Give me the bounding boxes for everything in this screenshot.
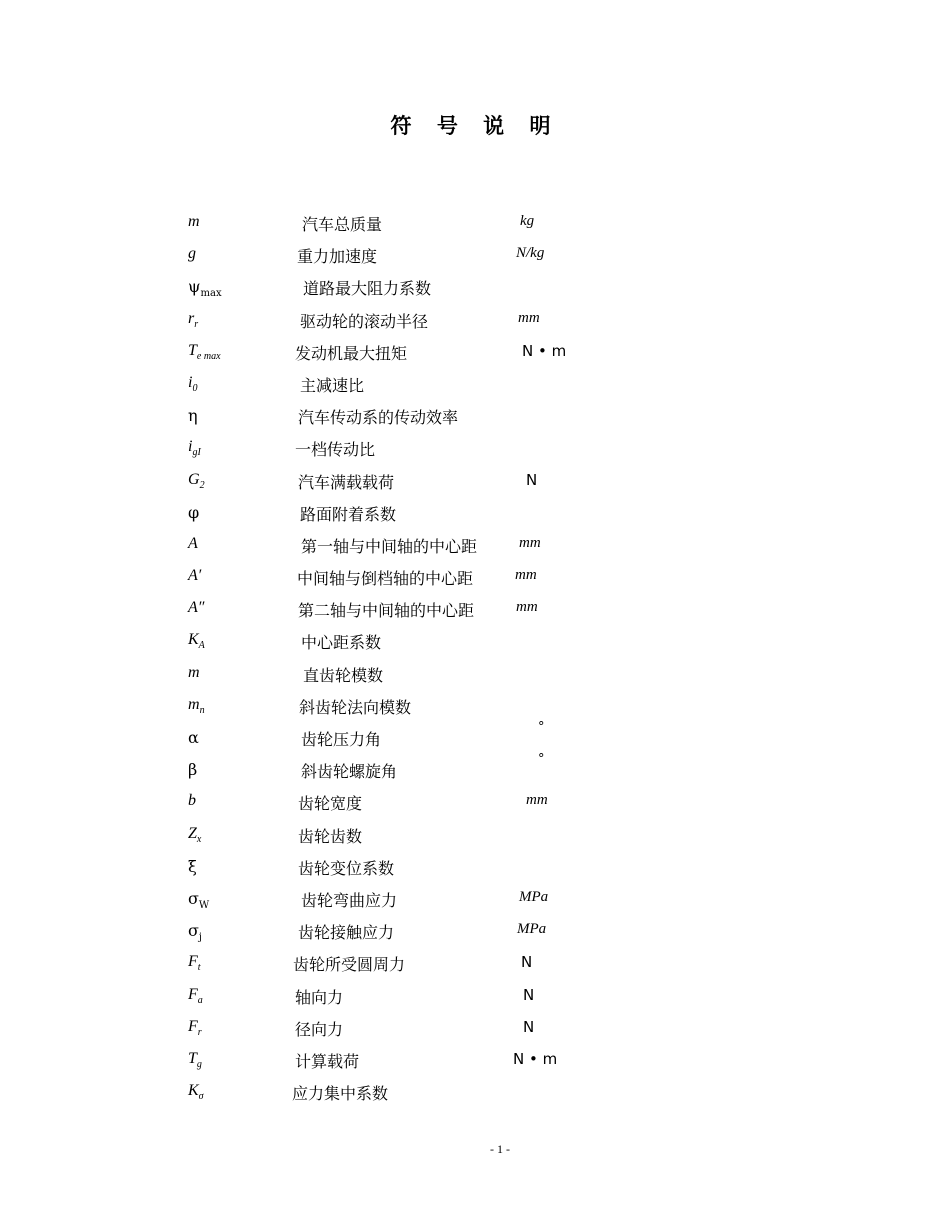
symbol-main: i bbox=[188, 438, 193, 456]
symbol-row bbox=[0, 1044, 950, 1076]
symbol-subscript: n bbox=[199, 704, 205, 716]
symbol bbox=[188, 310, 198, 328]
symbol bbox=[188, 986, 203, 1004]
symbol bbox=[188, 374, 197, 392]
symbol-row bbox=[0, 561, 950, 593]
symbol-main: β bbox=[188, 760, 198, 780]
symbol-row bbox=[0, 980, 950, 1012]
symbol bbox=[188, 631, 205, 652]
symbol-main: T bbox=[188, 1049, 197, 1067]
symbol-unit: kg bbox=[520, 213, 535, 229]
symbol-unit: N/kg bbox=[516, 245, 545, 262]
symbol-description: 中间轴与倒档轴的中心距 bbox=[297, 569, 474, 589]
symbol-main: σ bbox=[188, 921, 199, 941]
symbol-row bbox=[0, 465, 950, 497]
symbol-subscript: gI bbox=[192, 447, 201, 459]
symbol-main: ψ bbox=[188, 277, 201, 297]
symbol-row bbox=[0, 819, 950, 851]
symbol-main: G bbox=[188, 470, 200, 488]
symbol-main: F bbox=[188, 985, 198, 1003]
symbol-row bbox=[0, 722, 950, 754]
symbol-unit: mm bbox=[515, 567, 537, 584]
symbol-unit: N bbox=[526, 470, 538, 489]
symbol-description: 斜齿轮螺旋角 bbox=[301, 762, 398, 782]
symbol-subscript: g bbox=[196, 1058, 202, 1070]
symbol-unit: MPa bbox=[517, 921, 547, 938]
symbol-main: b bbox=[188, 792, 196, 810]
symbol-description: 计算载荷 bbox=[295, 1051, 360, 1071]
symbol-main: m bbox=[188, 213, 200, 230]
symbol-main: m bbox=[188, 695, 200, 713]
symbol-row bbox=[0, 754, 950, 786]
symbol-unit: N bbox=[523, 1017, 535, 1036]
symbol-row bbox=[0, 497, 950, 529]
symbol-subscript: 0 bbox=[192, 382, 198, 394]
symbol-main: r bbox=[188, 309, 195, 327]
symbol bbox=[188, 696, 205, 714]
symbol bbox=[188, 245, 196, 263]
symbol-main: α bbox=[188, 728, 199, 747]
symbol-description: 发动机最大扭矩 bbox=[295, 343, 408, 363]
symbol bbox=[188, 277, 222, 300]
symbol bbox=[188, 1050, 202, 1068]
symbol-unit: N • m bbox=[522, 341, 567, 360]
symbol-row bbox=[0, 1012, 950, 1044]
symbol-row bbox=[0, 947, 950, 979]
symbol-description: 斜齿轮法向模数 bbox=[299, 697, 412, 717]
symbol-subscript: r bbox=[197, 1026, 202, 1038]
symbol-description: 重力加速度 bbox=[297, 247, 378, 267]
symbol bbox=[188, 760, 197, 779]
symbol-main: Z bbox=[188, 824, 197, 842]
symbol-description: 齿轮宽度 bbox=[298, 794, 363, 814]
symbol-subscript: max bbox=[200, 288, 222, 300]
symbol-main: φ bbox=[188, 502, 200, 522]
symbol-main: A″ bbox=[188, 599, 205, 617]
symbol-subscript: A bbox=[198, 640, 205, 652]
symbol bbox=[188, 825, 201, 843]
symbol-main: K bbox=[188, 1082, 199, 1100]
symbol-row bbox=[0, 690, 950, 722]
symbol-subscript: x bbox=[196, 833, 202, 845]
symbol-subscript: W bbox=[198, 899, 210, 911]
symbol bbox=[188, 728, 199, 747]
symbol-main: ξ bbox=[188, 856, 197, 876]
symbol-subscript: t bbox=[197, 962, 201, 974]
symbol-list bbox=[0, 207, 950, 1108]
symbol bbox=[188, 406, 198, 425]
symbol-unit: ° bbox=[538, 752, 545, 768]
symbol bbox=[188, 342, 221, 360]
symbol-row bbox=[0, 239, 950, 271]
symbol bbox=[188, 953, 201, 974]
symbol-unit: MPa bbox=[519, 888, 549, 905]
symbol-main: g bbox=[188, 245, 196, 263]
symbol-unit: N bbox=[521, 953, 533, 972]
symbol bbox=[188, 471, 205, 489]
page-number: - 1 - bbox=[490, 1142, 510, 1156]
symbol-subscript: a bbox=[197, 994, 203, 1006]
symbol-main: F bbox=[188, 953, 198, 971]
symbol-description: 一档传动比 bbox=[295, 440, 376, 460]
symbol-row bbox=[0, 207, 950, 239]
symbol-description: 齿轮接触应力 bbox=[298, 923, 395, 943]
page-title: 符 号 说 明 bbox=[390, 114, 560, 138]
symbol-unit: mm bbox=[518, 309, 540, 326]
symbol-main: i bbox=[188, 373, 193, 391]
symbol-description: 汽车满载载荷 bbox=[298, 472, 395, 492]
symbol-main: A′ bbox=[188, 567, 202, 585]
symbol bbox=[188, 567, 201, 585]
symbol-row bbox=[0, 915, 950, 947]
symbol bbox=[188, 888, 210, 911]
symbol-description: 主减速比 bbox=[300, 375, 365, 395]
symbol-unit: ° bbox=[538, 720, 545, 735]
symbol-description: 齿轮弯曲应力 bbox=[301, 890, 398, 910]
symbol-description: 路面附着系数 bbox=[300, 504, 397, 524]
symbol bbox=[188, 921, 203, 944]
symbol-description: 径向力 bbox=[295, 1019, 344, 1039]
symbol-unit: mm bbox=[519, 534, 541, 551]
symbol-row bbox=[0, 625, 950, 657]
symbol bbox=[188, 1082, 204, 1103]
symbol-description: 齿轮所受圆周力 bbox=[293, 955, 406, 975]
symbol-description: 中心距系数 bbox=[301, 633, 382, 653]
symbol-description: 道路最大阻力系数 bbox=[303, 279, 432, 299]
symbol-main: F bbox=[188, 1017, 198, 1035]
symbol-row bbox=[0, 1076, 950, 1108]
symbol bbox=[188, 535, 198, 553]
symbol-row bbox=[0, 593, 950, 625]
symbol-main: σ bbox=[188, 888, 199, 908]
symbol-main: K bbox=[188, 631, 199, 649]
symbol bbox=[188, 857, 197, 876]
symbol-main: T bbox=[188, 341, 197, 359]
symbol-row bbox=[0, 336, 950, 368]
symbol-description: 汽车总质量 bbox=[302, 215, 383, 234]
symbol-description: 应力集中系数 bbox=[292, 1084, 389, 1104]
symbol-unit: N • m bbox=[513, 1049, 558, 1068]
symbol-unit: mm bbox=[516, 599, 538, 616]
symbol-row bbox=[0, 368, 950, 400]
symbol-description: 驱动轮的滚动半径 bbox=[300, 311, 429, 331]
symbol-description: 齿轮压力角 bbox=[301, 730, 382, 749]
symbol-description: 第一轴与中间轴的中心距 bbox=[301, 536, 478, 556]
symbol-description: 直齿轮模数 bbox=[303, 665, 384, 685]
symbol-row bbox=[0, 400, 950, 432]
symbol-description: 齿轮齿数 bbox=[298, 826, 363, 846]
symbol-main: η bbox=[188, 406, 198, 426]
symbol-row bbox=[0, 304, 950, 336]
symbol-subscript: e max bbox=[196, 350, 221, 362]
symbol bbox=[188, 599, 204, 617]
symbol-description: 汽车传动系的传动效率 bbox=[298, 408, 459, 428]
symbol-unit: mm bbox=[526, 792, 548, 809]
symbol-row bbox=[0, 786, 950, 818]
symbol bbox=[188, 792, 196, 810]
symbol-row bbox=[0, 529, 950, 561]
symbol-row bbox=[0, 432, 950, 464]
symbol-row bbox=[0, 851, 950, 883]
symbol-subscript: j bbox=[198, 932, 203, 944]
symbol-description: 轴向力 bbox=[295, 987, 344, 1007]
symbol-description: 第二轴与中间轴的中心距 bbox=[298, 601, 475, 621]
symbol-row bbox=[0, 658, 950, 690]
symbol bbox=[188, 1018, 202, 1036]
symbol-subscript: r bbox=[194, 318, 199, 330]
symbol-unit: N bbox=[523, 985, 535, 1004]
symbol-subscript: σ bbox=[198, 1091, 204, 1103]
symbol-row bbox=[0, 271, 950, 303]
symbol bbox=[188, 438, 201, 459]
symbol-main: A bbox=[188, 534, 198, 552]
symbol-main: m bbox=[188, 663, 200, 681]
symbol-subscript: 2 bbox=[199, 479, 205, 491]
symbol bbox=[188, 664, 200, 682]
symbol bbox=[188, 213, 200, 231]
symbol-row bbox=[0, 883, 950, 915]
symbol-description: 齿轮变位系数 bbox=[298, 858, 395, 878]
symbol bbox=[188, 503, 199, 522]
